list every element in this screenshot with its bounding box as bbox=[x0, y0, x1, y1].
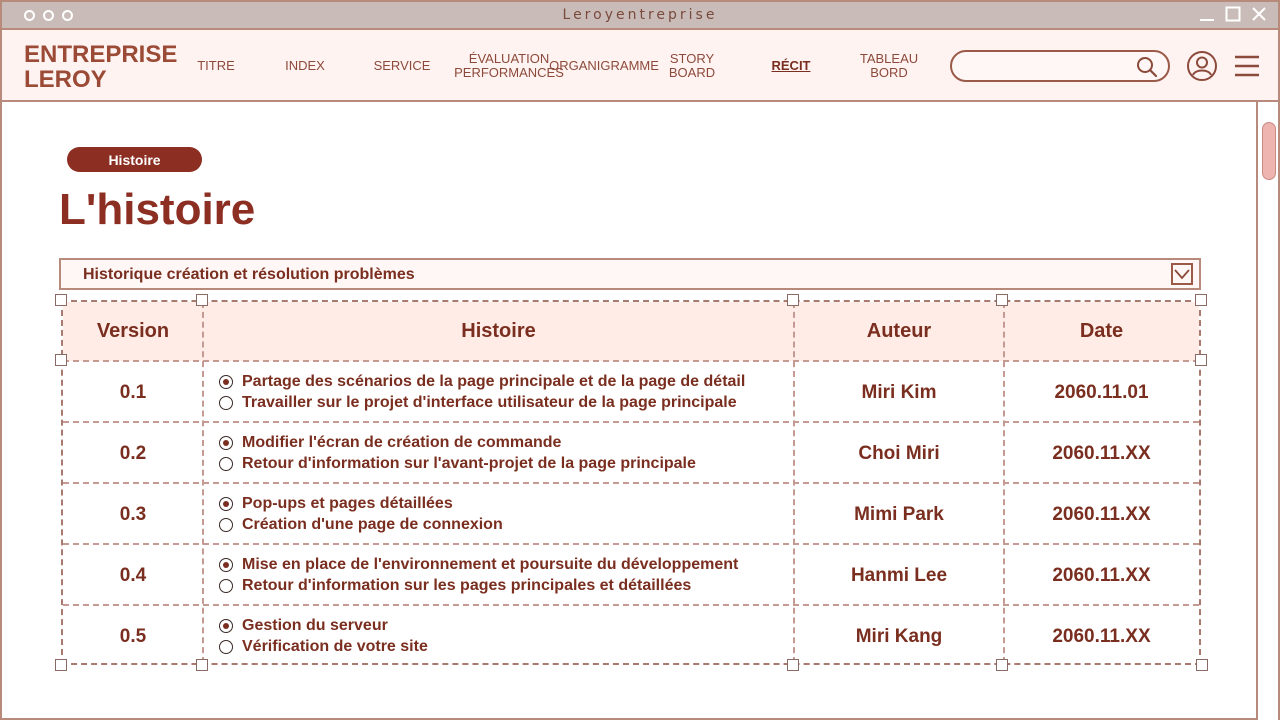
selection-handle[interactable] bbox=[55, 354, 67, 366]
history-item-text: Gestion du serveur bbox=[242, 617, 388, 634]
nav-item-titre[interactable]: TITRE bbox=[197, 58, 235, 73]
cell-histoire bbox=[203, 606, 794, 667]
radio-selected[interactable] bbox=[219, 558, 233, 572]
user-icon[interactable] bbox=[1186, 50, 1218, 82]
history-item-text: Retour d'information sur les pages principales et détaillées bbox=[242, 577, 692, 594]
cell-histoire bbox=[203, 545, 794, 606]
cell-auteur: Miri Kim bbox=[861, 381, 937, 403]
nav-item-recit[interactable]: RÉCIT bbox=[771, 58, 811, 73]
header-date: Date bbox=[1079, 320, 1124, 342]
table-row bbox=[63, 362, 1199, 423]
history-item-text: Vérification de votre site bbox=[242, 638, 428, 655]
window-controls bbox=[1198, 5, 1268, 23]
chevron-down-icon bbox=[1174, 268, 1190, 280]
history-item-text: Modifier l'écran de création de commande bbox=[242, 434, 562, 451]
nav-item-organigramme[interactable]: ORGANIGRAMME bbox=[549, 58, 659, 73]
cell-auteur: Mimi Park bbox=[854, 503, 944, 525]
minimize-icon[interactable] bbox=[1198, 5, 1216, 23]
logo-line-2: LEROY bbox=[24, 66, 107, 93]
history-item-text: Travailler sur le projet d'interface utilisateur de la page principale bbox=[242, 394, 737, 411]
nav-item-index[interactable]: INDEX bbox=[285, 58, 325, 73]
cell-date: 2060.11.XX bbox=[1052, 564, 1151, 586]
table-row bbox=[63, 545, 1199, 606]
vertical-scrollbar[interactable] bbox=[1256, 102, 1278, 720]
history-item[interactable] bbox=[219, 556, 738, 574]
selection-handle[interactable] bbox=[996, 659, 1008, 671]
table-row bbox=[63, 606, 1199, 667]
table-header bbox=[63, 302, 1199, 361]
header-histoire: Histoire bbox=[461, 320, 536, 342]
radio-selected[interactable] bbox=[219, 497, 233, 511]
cell-auteur: Choi Miri bbox=[858, 442, 940, 464]
cell-version: 0.1 bbox=[119, 381, 147, 403]
cell-date: 2060.11.01 bbox=[1054, 381, 1149, 403]
dropdown-toggle-button[interactable] bbox=[1171, 263, 1193, 285]
selection-handle[interactable] bbox=[787, 659, 799, 671]
nav-bar bbox=[2, 30, 1278, 102]
history-item-text: Création d'une page de connexion bbox=[242, 516, 503, 533]
radio-unselected[interactable] bbox=[219, 396, 233, 410]
search-icon[interactable] bbox=[1135, 55, 1159, 79]
header-version: Version bbox=[96, 320, 170, 342]
history-item[interactable] bbox=[219, 373, 745, 391]
nav-item-story-board[interactable]: STORY BOARD bbox=[668, 51, 716, 80]
selection-handle[interactable] bbox=[55, 659, 67, 671]
section-badge: Histoire bbox=[67, 147, 202, 172]
scrollbar-thumb[interactable] bbox=[1262, 122, 1276, 180]
radio-unselected[interactable] bbox=[219, 640, 233, 654]
page-title: L'histoire bbox=[59, 185, 256, 234]
cell-version: 0.4 bbox=[119, 564, 147, 586]
history-item[interactable] bbox=[219, 638, 428, 656]
cell-auteur: Miri Kang bbox=[855, 625, 943, 647]
history-item[interactable] bbox=[219, 394, 737, 412]
menu-icon[interactable] bbox=[1234, 54, 1260, 78]
selection-handle[interactable] bbox=[1195, 294, 1207, 306]
table-row bbox=[63, 484, 1199, 545]
nav-item-service[interactable]: SERVICE bbox=[373, 58, 431, 73]
history-item-text: Retour d'information sur l'avant-projet de la page principale bbox=[242, 455, 696, 472]
history-item[interactable] bbox=[219, 434, 561, 452]
cell-date: 2060.11.XX bbox=[1052, 625, 1151, 647]
window-title: Leroyentreprise bbox=[562, 7, 718, 23]
history-dropdown[interactable] bbox=[59, 258, 1201, 290]
brand-logo[interactable] bbox=[24, 42, 177, 92]
nav-item-tableau-bord[interactable]: TABLEAU BORD bbox=[859, 51, 919, 80]
cell-histoire bbox=[203, 423, 794, 484]
history-table bbox=[61, 300, 1201, 665]
radio-unselected[interactable] bbox=[219, 579, 233, 593]
history-item[interactable] bbox=[219, 495, 453, 513]
close-icon[interactable] bbox=[1250, 5, 1268, 23]
header-auteur: Auteur bbox=[866, 320, 932, 342]
cell-date: 2060.11.XX bbox=[1052, 503, 1151, 525]
history-item[interactable] bbox=[219, 577, 691, 595]
selection-handle[interactable] bbox=[996, 294, 1008, 306]
cell-date: 2060.11.XX bbox=[1052, 442, 1151, 464]
history-item[interactable] bbox=[219, 516, 503, 534]
maximize-icon[interactable] bbox=[1224, 5, 1242, 23]
search-input[interactable] bbox=[966, 57, 1136, 75]
cell-auteur: Hanmi Lee bbox=[850, 564, 948, 586]
radio-selected[interactable] bbox=[219, 619, 233, 633]
logo-line-1: ENTREPRISE bbox=[24, 41, 178, 68]
radio-unselected[interactable] bbox=[219, 518, 233, 532]
history-item-text: Partage des scénarios de la page principale et de la page de détail bbox=[242, 373, 746, 390]
radio-selected[interactable] bbox=[219, 375, 233, 389]
selection-handle[interactable] bbox=[196, 294, 208, 306]
cell-version: 0.3 bbox=[119, 503, 147, 525]
selection-handle[interactable] bbox=[787, 294, 799, 306]
selection-handle[interactable] bbox=[1195, 354, 1207, 366]
radio-selected[interactable] bbox=[219, 436, 233, 450]
selection-handle[interactable] bbox=[55, 294, 67, 306]
history-item[interactable] bbox=[219, 455, 696, 473]
history-item-text: Pop-ups et pages détaillées bbox=[242, 495, 453, 512]
cell-version: 0.2 bbox=[119, 442, 147, 464]
selection-handle[interactable] bbox=[1196, 659, 1208, 671]
radio-unselected[interactable] bbox=[219, 457, 233, 471]
cell-version: 0.5 bbox=[119, 625, 147, 647]
cell-histoire bbox=[203, 362, 794, 423]
cell-histoire bbox=[203, 484, 794, 545]
table-row bbox=[63, 423, 1199, 484]
selection-handle[interactable] bbox=[196, 659, 208, 671]
history-item-text: Mise en place de l'environnement et poursuite du développement bbox=[242, 556, 739, 573]
title-bar bbox=[2, 2, 1278, 30]
nav-item-evaluation[interactable]: ÉVALUATION PERFORMANCES bbox=[454, 51, 564, 80]
dropdown-selected-value: Historique création et résolution problèmes bbox=[83, 266, 415, 283]
history-item[interactable] bbox=[219, 617, 388, 635]
search-box[interactable] bbox=[950, 50, 1170, 82]
